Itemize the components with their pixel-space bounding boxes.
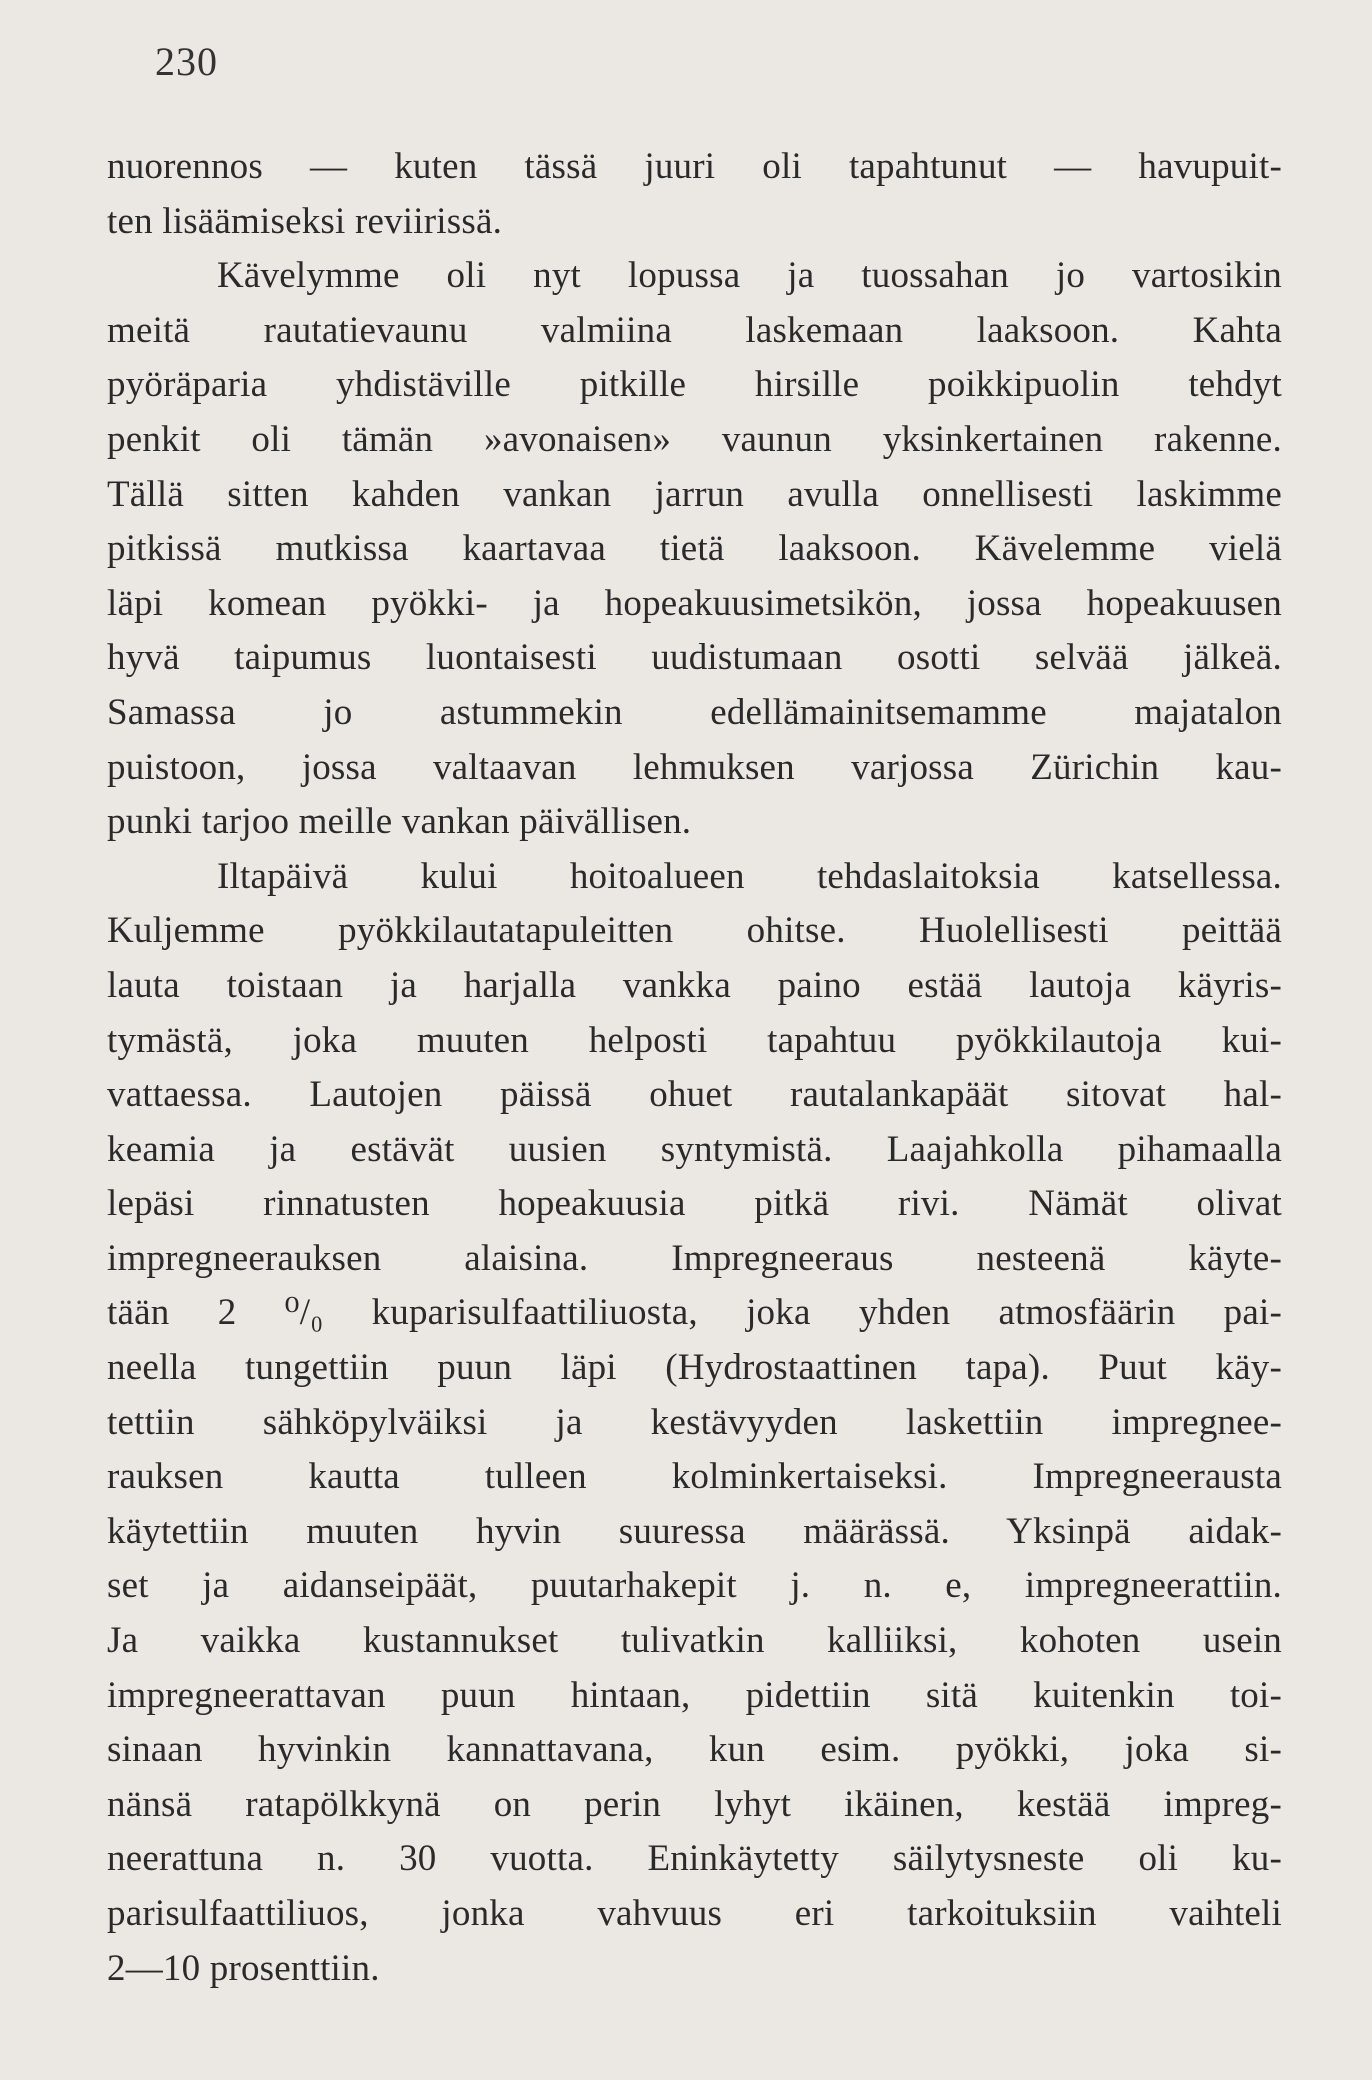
text-line: lepäsi rinnatusten hopeakuusia pitkä rivi. Nämät olivat	[107, 1183, 1282, 1225]
text-line: penkit oli tämän »avonaisen» vaunun yksinkertainen rakenne.	[107, 418, 1282, 460]
text-line: 2—10 prosenttiin.	[107, 1947, 380, 1989]
text-line: Ja vaikka kustannukset tulivatkin kalliiksi, kohoten usein	[107, 1620, 1282, 1662]
text-line: läpi komean pyökki- ja hopeakuusimetsikön, jossa hopeakuusen	[107, 582, 1282, 624]
text-line: neella tungettiin puun läpi (Hydrostaattinen tapa). Puut käy-	[107, 1347, 1282, 1389]
text-line: sinaan hyvinkin kannattavana, kun esim. pyökki, joka si-	[107, 1729, 1282, 1771]
text-line: punki tarjoo meille vankan päivällisen.	[107, 801, 692, 843]
text-line: tään 2 ⁰/₀ kuparisulfaattiliuosta, joka yhden atmosfäärin pai-	[107, 1292, 1282, 1334]
page-number: 230	[155, 39, 218, 84]
text-line: neerattuna n. 30 vuotta. Eninkäytetty säilytysneste oli ku-	[107, 1838, 1282, 1880]
text-line: vattaessa. Lautojen päissä ohuet rautalankapäät sitovat hal-	[107, 1074, 1282, 1116]
text-line: Kävelymme oli nyt lopussa ja tuossahan jo vartosikin	[217, 255, 1282, 297]
text-line: parisulfaattiliuos, jonka vahvuus eri tarkoituksiin vaihteli	[107, 1893, 1282, 1934]
text-line: ten lisäämiseksi reviirissä.	[107, 200, 503, 242]
text-line: pitkissä mutkissa kaartavaa tietä laaksoon. Kävelemme vielä	[107, 528, 1282, 570]
text-line: pyöräparia yhdistäville pitkille hirsille poikkipuolin tehdyt	[107, 364, 1282, 406]
text-line: nänsä ratapölkkynä on perin lyhyt ikäinen, kestää impreg-	[107, 1783, 1282, 1825]
text-line: tymästä, joka muuten helposti tapahtuu pyökkilautoja kui-	[107, 1019, 1282, 1061]
text-line: tettiin sähköpylväiksi ja kestävyyden laskettiin impregnee-	[107, 1401, 1282, 1443]
text-line: nuorennos — kuten tässä juuri oli tapahtunut — havupuit-	[107, 146, 1282, 187]
text-line: set ja aidanseipäät, puutarhakepit j. n. e, impregneerattiin.	[107, 1565, 1282, 1607]
text-line: impregneerauksen alaisina. Impregneeraus nesteenä käyte-	[107, 1237, 1282, 1279]
text-line: Kuljemme pyökkilautatapuleitten ohitse. Huolellisesti peittää	[107, 910, 1282, 952]
text-line: meitä rautatievaunu valmiina laskemaan laaksoon. Kahta	[107, 309, 1282, 351]
text-line: hyvä taipumus luontaisesti uudistumaan osotti selvää jälkeä.	[107, 637, 1282, 679]
text-line: lauta toistaan ja harjalla vankka paino estää lautoja käyris-	[107, 964, 1282, 1006]
text-line: impregneerattavan puun hintaan, pidettiin sitä kuitenkin toi-	[107, 1674, 1282, 1716]
text-line: Tällä sitten kahden vankan jarrun avulla onnellisesti laskimme	[107, 473, 1282, 515]
text-line: rauksen kautta tulleen kolminkertaiseksi. Impregneerausta	[107, 1456, 1282, 1498]
text-line: puistoon, jossa valtaavan lehmuksen varjossa Zürichin kau-	[107, 746, 1282, 788]
text-line: keamia ja estävät uusien syntymistä. Laajahkolla pihamaalla	[107, 1128, 1282, 1170]
text-line: Iltapäivä kului hoitoalueen tehdaslaitoksia katsellessa.	[217, 855, 1282, 897]
text-line: käytettiin muuten hyvin suuressa määrässä. Yksinpä aidak-	[107, 1510, 1282, 1552]
body-text	[107, 140, 1282, 1996]
text-line: Samassa jo astummekin edellämainitsemamme majatalon	[107, 691, 1282, 733]
